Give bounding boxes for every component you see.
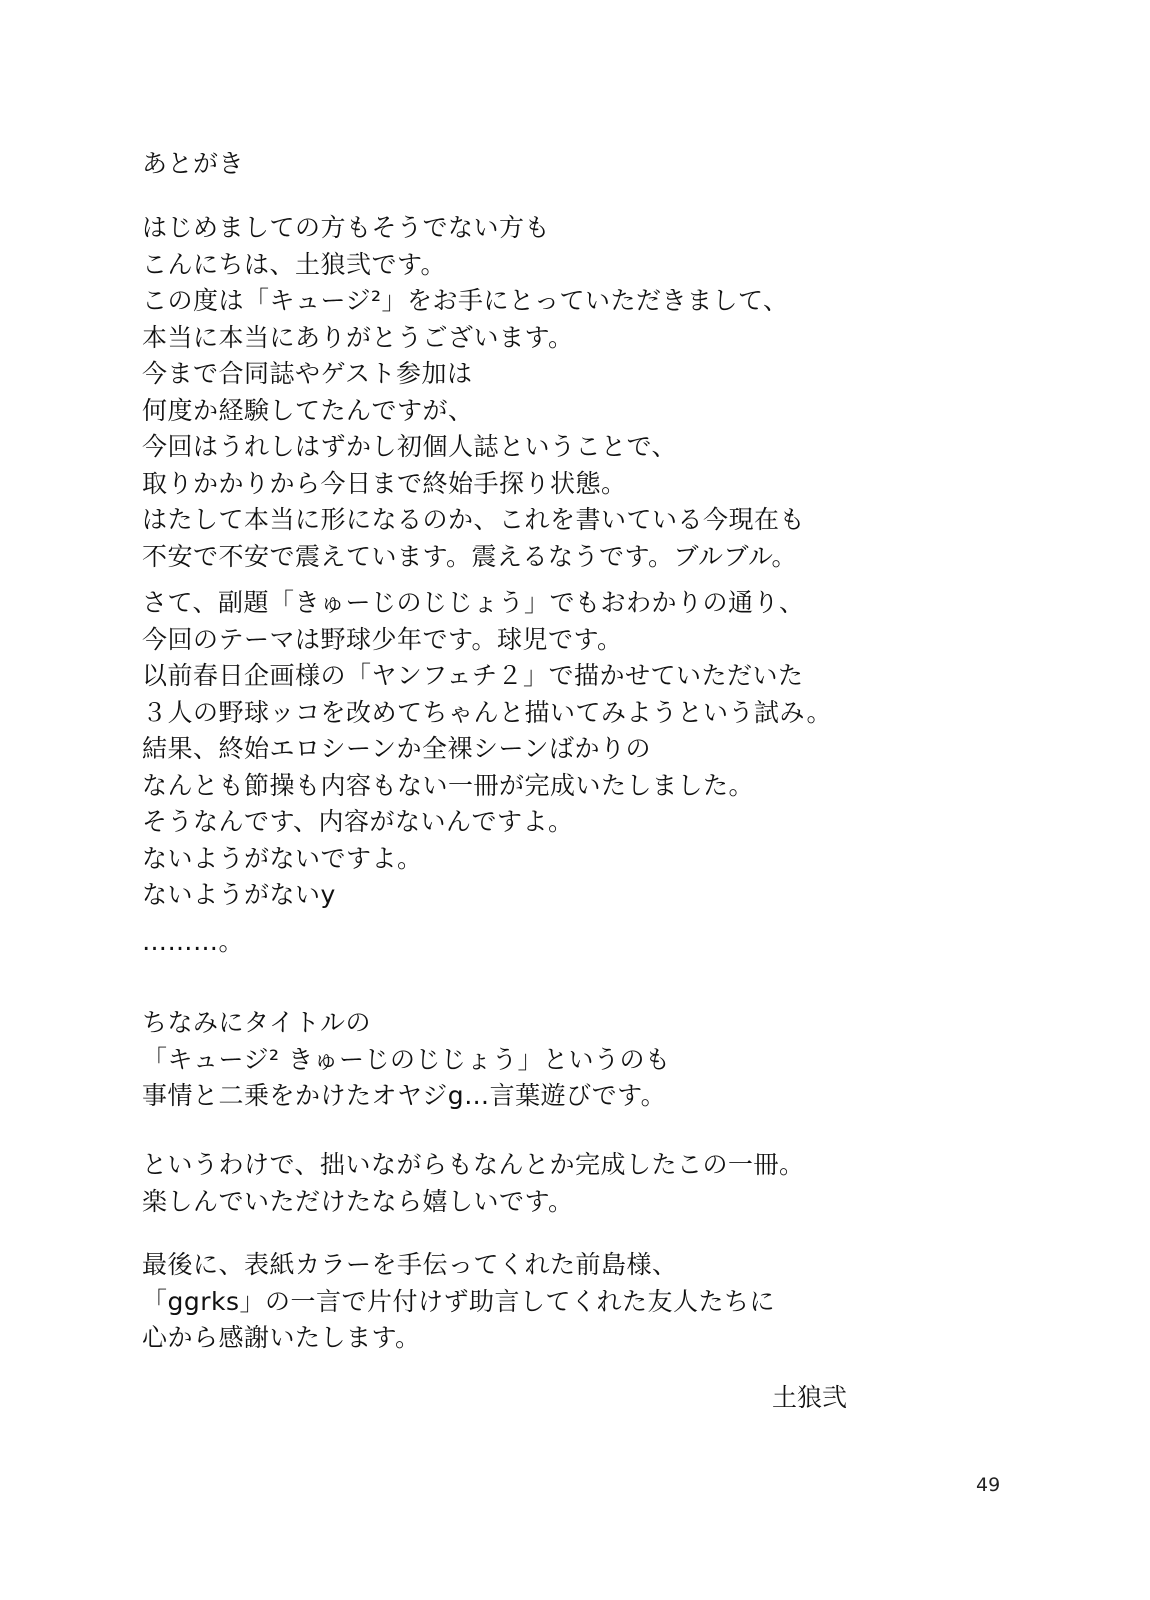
text-line: この度は「キュージ²」をお手にとっていただきまして、	[142, 286, 789, 315]
paragraph-title-note	[142, 1005, 902, 1115]
text-line: 「ggrks」の一言で片付けず助言してくれた友人たちに	[142, 1286, 776, 1316]
text-line: 取りかかりから今日まで終始手探り状態。	[142, 468, 627, 498]
paragraph-thanks	[142, 1247, 902, 1357]
author-signature: 土狼弐	[772, 1383, 848, 1412]
text-line: はたして本当に形になるのか、これを書いている今現在も	[142, 505, 806, 534]
text-line: 今回のテーマは野球少年です。球児です。	[142, 624, 623, 654]
text-line: 今回はうれしはずかし初個人誌ということで、	[142, 432, 678, 461]
text-line: 不安で不安で震えています。震えるなうです。ブルブル。	[142, 541, 798, 571]
text-line: なんとも節操も内容もない一冊が完成いたしました。	[142, 770, 755, 800]
text-line: というわけで、拙いながらもなんとか完成したこの一冊。	[142, 1150, 805, 1179]
text-line: ………。	[142, 927, 245, 956]
paragraph-closing	[142, 1147, 902, 1220]
paragraph-greeting	[142, 210, 902, 575]
heading-text: あとがき	[142, 149, 245, 178]
text-line: ないようがないy	[142, 880, 336, 909]
text-line: 以前春日企画様の「ヤンフェチ２」で描かせていただいた	[142, 661, 804, 690]
text-line: ちなみにタイトルの	[142, 1008, 372, 1037]
text-line: こんにちは、土狼弐です。	[142, 249, 447, 279]
text-line: さて、副題「きゅーじのじじょう」でもおわかりの通り、	[142, 588, 805, 617]
paragraph-ellipsis	[142, 924, 902, 961]
text-line: 本当に本当にありがとうございます。	[142, 322, 574, 352]
text-line: 結果、終始エロシーンか全裸シーンばかりの	[142, 734, 652, 763]
text-line: 最後に、表紙カラーを手伝ってくれた前島様、	[142, 1250, 678, 1279]
page-number: 49	[976, 1474, 1001, 1496]
text-line: ないようがないですよ。	[142, 843, 423, 873]
text-line: 何度か経験してたんですが、	[142, 395, 474, 425]
text-line: ３人の野球ッコを改めてちゃんと描いてみようという試み。	[142, 697, 833, 727]
paragraph-theme	[142, 585, 902, 914]
text-line: 心から感謝いたします。	[142, 1323, 421, 1352]
text-line: 楽しんでいただけたなら嬉しいです。	[142, 1186, 574, 1216]
afterword-heading	[142, 146, 902, 183]
text-line: はじめましての方もそうでない方も	[142, 213, 551, 242]
text-line: 今まで合同誌やゲスト参加は	[142, 359, 473, 388]
text-line: そうなんです、内容がないんですよ。	[142, 807, 574, 836]
text-line: 「キュージ² きゅーじのじじょう」というのも	[142, 1044, 671, 1074]
text-line: 事情と二乗をかけたオヤジg…言葉遊びです。	[142, 1081, 667, 1110]
